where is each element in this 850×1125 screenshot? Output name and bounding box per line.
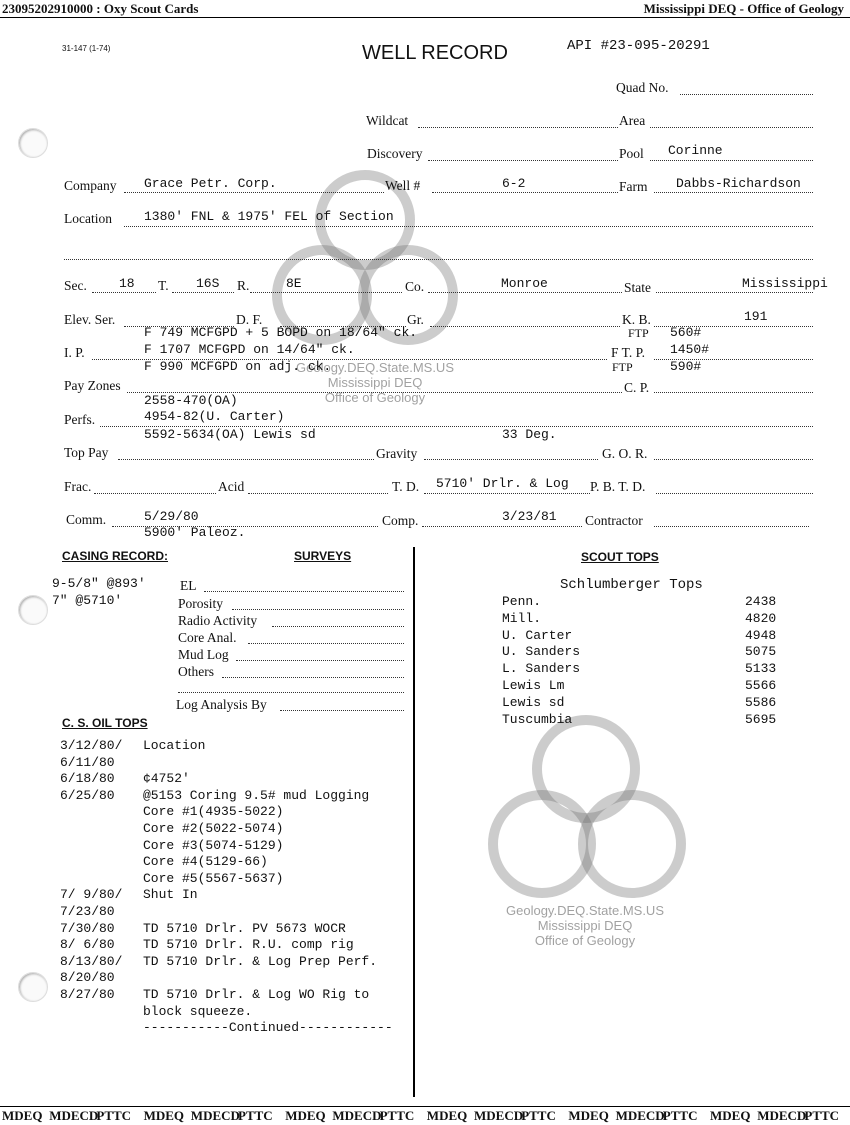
scout-top-depth: 5133: [745, 661, 777, 677]
survey-radio-activity: Radio Activity: [178, 613, 258, 628]
farm-label: Farm: [619, 179, 648, 194]
survey-core-anal: Core Anal.: [178, 630, 237, 645]
scout-top-name: Mill.: [502, 610, 542, 626]
oil-top-date: 6/11/80: [60, 754, 115, 770]
area-line: [650, 127, 813, 128]
co-value: Monroe: [501, 276, 548, 291]
sec-line: [92, 292, 156, 293]
watermark-line3: Office of Geology: [324, 390, 426, 405]
watermark-text: [490, 903, 680, 948]
discovery-label: Discovery: [367, 146, 423, 161]
oil-top-date: 6/25/80: [60, 787, 115, 803]
location-value: 1380' FNL & 1975' FEL of Section: [144, 209, 394, 224]
scout-top-depth: 5566: [745, 678, 777, 693]
ftp-value-1: 560#: [670, 325, 702, 340]
scout-top-depth: 5075: [745, 644, 777, 660]
comp-line: [422, 526, 582, 527]
scout-top-name: Lewis Lm: [502, 678, 565, 693]
wildcat-line: [418, 127, 618, 128]
oil-tops-title: C. S. OIL TOPS: [62, 716, 148, 730]
gor-line: [654, 459, 813, 460]
scout-top-name: Penn.: [502, 594, 542, 609]
footer-item: MDECD: [474, 1108, 524, 1123]
oil-top-text: Shut In: [143, 887, 198, 903]
oil-top-date: 8/13/80/: [60, 953, 123, 969]
oil-top-date: 7/30/80: [60, 920, 115, 936]
ftp-label-1: FTP: [628, 326, 649, 340]
gravity-line: [424, 459, 598, 460]
scout-top-depth: 4948: [745, 627, 777, 643]
footer-item: PTTC: [379, 1108, 415, 1123]
ip-label: I. P.: [64, 345, 85, 360]
sec-value: 18: [119, 276, 135, 291]
footer-item: MDEQ: [568, 1108, 609, 1123]
acid-label: Acid: [218, 479, 245, 494]
scout-top-name: U. Sanders: [502, 644, 581, 660]
pbtd-label: P. B. T. D.: [590, 479, 646, 494]
pool-value: Corinne: [668, 143, 723, 158]
td-label: T. D.: [392, 479, 420, 494]
t-label: T.: [158, 278, 169, 293]
farm-line: [654, 192, 813, 193]
scout-top-name: U. Carter: [502, 627, 573, 643]
r-label: R.: [237, 278, 250, 293]
footer-item: PTTC: [521, 1108, 556, 1123]
state-line: [656, 292, 813, 293]
location-line: [124, 226, 813, 227]
gor-label: G. O. R.: [602, 446, 648, 461]
state-label: State: [624, 280, 651, 295]
watermark-line2: Mississippi DEQ: [537, 918, 633, 933]
perfs-label: Perfs.: [64, 412, 96, 427]
ip-line-1: F 749 MCFGPD + 5 BOPD on 18/64" ck.: [144, 325, 418, 340]
oil-top-date: 7/ 9/80/: [60, 887, 123, 903]
ftp-value-2: 1450#: [670, 342, 710, 357]
oil-top-date: 8/20/80: [60, 970, 115, 986]
oil-top-text: Location: [143, 738, 206, 753]
ftp-label-2: F T. P.: [611, 345, 646, 360]
oil-top-date: 6/18/80: [60, 771, 115, 787]
casing-line-1: 9-5/8" @893': [52, 576, 146, 591]
header-divider: [0, 17, 850, 18]
punch-hole: [18, 595, 48, 625]
header-right: Mississippi DEQ - Office of Geology: [643, 1, 844, 16]
oil-top-text: Core #2(5022-5074): [143, 821, 284, 836]
scout-top-depth: 2438: [745, 594, 777, 609]
oil-top-text: TD 5710 Drlr. PV 5673 WOCR: [143, 920, 346, 936]
oil-top-text: @5153 Coring 9.5# mud Logging: [143, 787, 370, 803]
watermark-ring: [578, 790, 686, 898]
cp-label: C. P.: [624, 380, 650, 395]
contractor-line: [654, 526, 809, 527]
oil-top-text: Core #1(4935-5022): [143, 804, 284, 820]
oil-top-text: TD 5710 Drlr. R.U. comp rig: [143, 937, 354, 953]
api-number: API #23-095-20291: [567, 38, 710, 54]
comm-value: 5/29/80: [144, 509, 199, 524]
toppay-line: [118, 459, 374, 460]
gravity-label: Gravity: [376, 446, 418, 461]
scout-top-depth: 5586: [745, 694, 777, 710]
footer-item: MDEQ: [710, 1108, 751, 1123]
footer-item: MDECD: [757, 1108, 807, 1123]
well-label: Well #: [385, 178, 421, 193]
surveys-title: SURVEYS: [294, 549, 352, 563]
footer-item: PTTC: [96, 1108, 132, 1123]
oil-top-date: 7/23/80: [60, 904, 115, 919]
comp-label: Comp.: [382, 513, 419, 528]
column-divider: [413, 547, 415, 1097]
elev-label: Elev. Ser.: [64, 312, 116, 327]
toppay-label: Top Pay: [64, 445, 109, 460]
oil-top-text: Core #4(5129-66): [143, 854, 268, 870]
company-line: [124, 192, 384, 193]
footer-item: MDECD: [49, 1108, 99, 1123]
oil-top-text: ¢4752': [143, 771, 190, 787]
td-value: 5710' Drlr. & Log: [436, 476, 569, 491]
casing-line-2: 7" @5710': [52, 593, 123, 608]
footer-item: MDEQ: [426, 1108, 468, 1123]
oil-top-text: -----------Continued------------: [143, 1020, 393, 1036]
well-line: [432, 192, 618, 193]
scout-top-name: Tuscumbia: [502, 711, 573, 727]
watermark-line1: Geology.DEQ.State.MS.US: [296, 360, 454, 375]
frac-label: Frac.: [64, 479, 92, 494]
well-value: 6-2: [502, 176, 526, 191]
survey-line: [248, 643, 404, 644]
scout-top-name: Lewis sd: [502, 694, 565, 710]
t-value: 16S: [196, 276, 220, 291]
pay-zone-value: 2558-470(OA): [144, 393, 238, 408]
area-label: Area: [619, 113, 646, 128]
comm-value-2: 5900' Paleoz.: [144, 525, 246, 540]
comp-value: 3/23/81: [502, 509, 557, 524]
kb-label: K. B.: [622, 312, 651, 327]
punch-hole: [18, 128, 48, 158]
watermark-line2: Mississippi DEQ: [327, 375, 423, 390]
survey-others: Others: [178, 664, 214, 679]
company-value: Grace Petr. Corp.: [144, 176, 277, 191]
location-label: Location: [64, 211, 112, 226]
survey-mud-log: Mud Log: [178, 647, 229, 662]
pool-label: Pool: [619, 146, 644, 161]
co-label: Co.: [405, 279, 425, 294]
footer-item: MDECD: [332, 1108, 382, 1123]
scout-top-name: L. Sanders: [502, 661, 581, 677]
pool-line: [650, 160, 813, 161]
watermark-line3: Office of Geology: [534, 933, 636, 948]
footer-item: MDEQ: [2, 1108, 43, 1123]
gr-line: [430, 326, 620, 327]
pbtd-line: [656, 493, 813, 494]
oil-top-date: 8/27/80: [60, 987, 115, 1002]
form-title: WELL RECORD: [362, 42, 508, 64]
frac-line: [94, 493, 216, 494]
ip-line-3: F 990 MCFGPD on adj. ck.: [144, 359, 332, 374]
scout-tops-title: SCOUT TOPS: [581, 550, 659, 564]
footer-divider: [0, 1106, 850, 1107]
scout-tops-subtitle: Schlumberger Tops: [560, 577, 703, 593]
survey-el: EL: [180, 578, 197, 593]
ftp-value-3: 590#: [670, 359, 702, 374]
log-analysis-line: [280, 710, 404, 711]
cp-line: [654, 392, 813, 393]
gr-label: Gr.: [407, 312, 424, 327]
oil-top-text: TD 5710 Drlr. & Log Prep Perf.: [143, 953, 378, 969]
df-label: D. F.: [236, 312, 263, 327]
casing-title: CASING RECORD:: [62, 549, 169, 563]
oil-top-text: Core #3(5074-5129): [143, 837, 284, 853]
form-code: 31-147 (1-74): [62, 44, 111, 53]
footer-item: MDEQ: [285, 1108, 326, 1123]
survey-line: [232, 609, 404, 610]
perf-value-1: 4954-82(U. Carter): [144, 409, 285, 424]
footer-item: PTTC: [238, 1108, 273, 1123]
farm-value: Dabbs-Richardson: [676, 176, 801, 191]
oil-top-text: TD 5710 Drlr. & Log WO Rig to: [143, 987, 370, 1002]
paycones-label: Pay Zones: [64, 378, 121, 393]
ftp-label-3: FTP: [612, 360, 633, 374]
scout-top-depth: 5695: [745, 711, 777, 727]
survey-line: [222, 677, 404, 678]
quad-line: [680, 94, 813, 95]
scout-top-depth: 4820: [745, 610, 777, 626]
wildcat-label: Wildcat: [366, 113, 409, 128]
oil-top-date: 3/12/80/: [60, 738, 123, 753]
gravity-value: 33 Deg.: [502, 427, 557, 442]
company-label: Company: [64, 178, 117, 193]
oil-top-date: 8/ 6/80: [60, 937, 115, 953]
oil-top-text: block squeeze.: [143, 1003, 253, 1019]
footer-item: PTTC: [662, 1108, 698, 1123]
footer-item: MDEQ: [143, 1108, 185, 1123]
discovery-line: [428, 160, 618, 161]
ip-line-2: F 1707 MCFGPD on 14/64" ck.: [144, 342, 355, 357]
oil-top-text: Core #5(5567-5637): [143, 870, 284, 886]
survey-line: [204, 591, 404, 592]
footer-item: MDECD: [615, 1108, 665, 1123]
state-value: Mississippi: [742, 276, 828, 291]
footer-item: MDECD: [190, 1108, 240, 1123]
t-line: [172, 292, 234, 293]
footer-item: PTTC: [804, 1108, 840, 1123]
r-value: 8E: [286, 276, 302, 291]
survey-line: [272, 626, 404, 627]
location-line-2: [64, 259, 813, 260]
perf-value-2: 5592-5634(OA) Lewis sd: [144, 427, 316, 442]
sec-label: Sec.: [64, 278, 87, 293]
co-line: [428, 292, 622, 293]
acid-line: [248, 493, 388, 494]
survey-line: [178, 692, 404, 693]
survey-porosity: Porosity: [178, 596, 224, 611]
punch-hole: [18, 972, 48, 1002]
kb-value: 191: [744, 309, 768, 324]
watermark-line1: Geology.DEQ.State.MS.US: [506, 903, 664, 918]
quad-label: Quad No.: [616, 80, 669, 95]
td-line: [424, 493, 590, 494]
log-analysis-label: Log Analysis By: [176, 697, 267, 712]
survey-line: [236, 660, 404, 661]
contractor-label: Contractor: [585, 513, 643, 528]
r-line: [250, 292, 402, 293]
header-left: 23095202910000 : Oxy Scout Cards: [2, 1, 199, 16]
comm-label: Comm.: [66, 512, 107, 527]
